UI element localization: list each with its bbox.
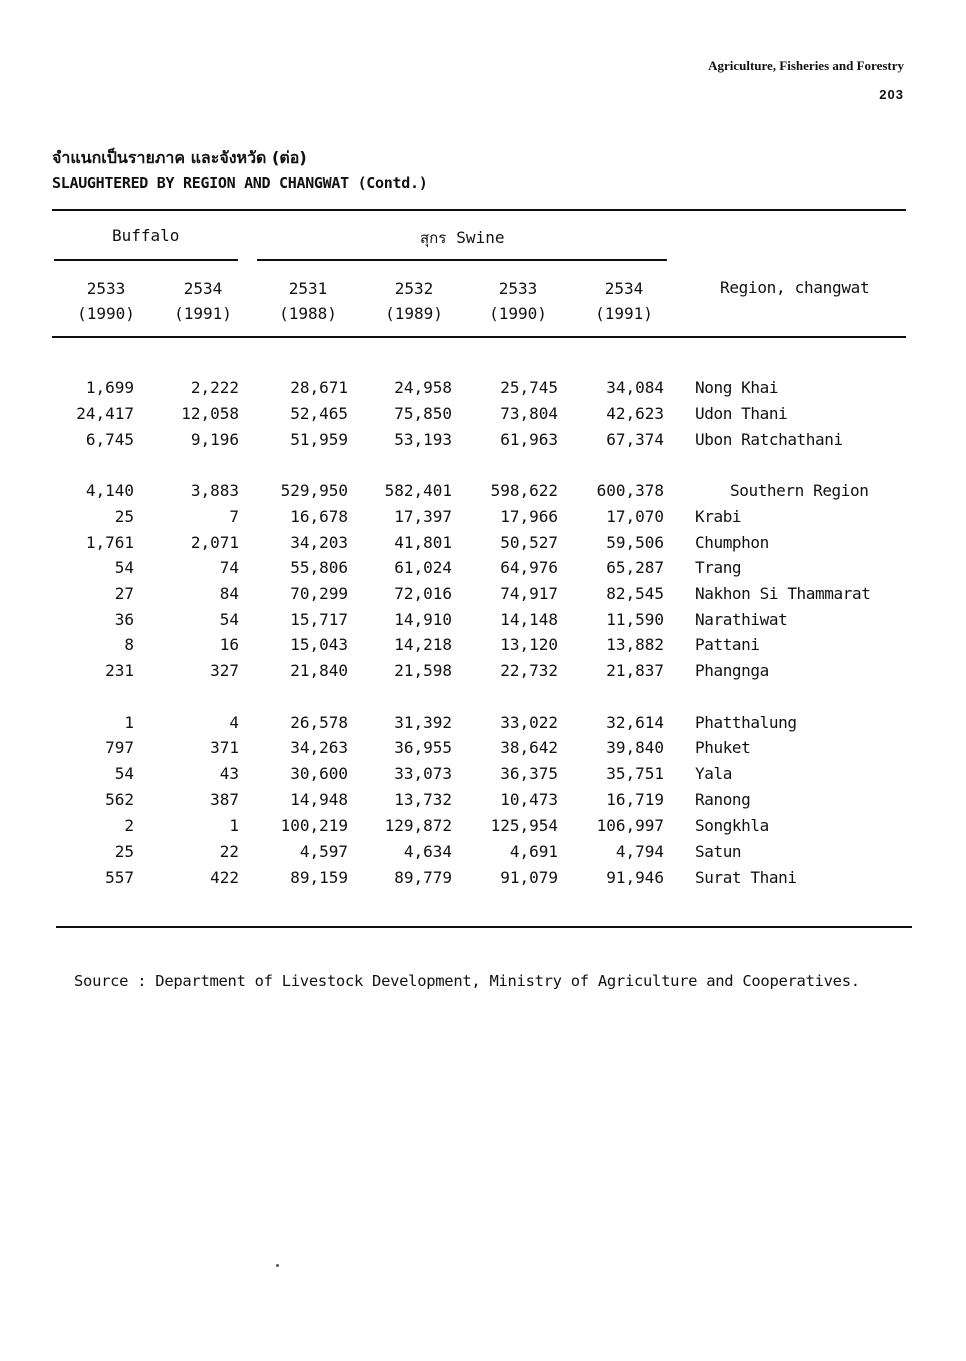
table-cell: 17,397 [394, 507, 452, 526]
column-year: 2533 [86, 279, 126, 298]
table-cell: 529,950 [280, 481, 348, 500]
region-name-cell: Ubon Ratchathani [695, 430, 843, 449]
table-cell: 231 [105, 661, 134, 680]
table-row [0, 430, 966, 455]
column-year: 2534 [183, 279, 223, 298]
swine-group-rule [257, 259, 667, 261]
table-row [0, 842, 966, 867]
table-cell: 13,732 [394, 790, 452, 809]
table-cell: 11,590 [606, 610, 664, 629]
table-cell: 50,527 [500, 533, 558, 552]
table-cell: 1,699 [85, 378, 134, 397]
buffalo-group-rule [54, 259, 238, 261]
table-cell: 16,678 [290, 507, 348, 526]
table-cell: 797 [105, 738, 134, 757]
table-cell: 25 [114, 842, 134, 861]
table-title-thai: จำแนกเป็นรายภาค และจังหวัด (ต่อ) [52, 148, 307, 167]
region-name-cell: Udon Thani [695, 404, 788, 423]
table-cell: 36,955 [394, 738, 452, 757]
table-cell: 106,997 [596, 816, 664, 835]
table-cell: 1,761 [85, 533, 134, 552]
table-cell: 371 [210, 738, 239, 757]
table-cell: 1 [229, 816, 239, 835]
table-cell: 8 [124, 635, 134, 654]
table-cell: 327 [210, 661, 239, 680]
table-cell: 557 [105, 868, 134, 887]
table-cell: 25,745 [500, 378, 558, 397]
table-row [0, 507, 966, 532]
table-cell: 4,634 [403, 842, 452, 861]
region-name-cell: Krabi [695, 507, 742, 526]
region-name-cell: Satun [695, 842, 742, 861]
table-cell: 32,614 [606, 713, 664, 732]
table-cell: 26,578 [290, 713, 348, 732]
column-header [574, 276, 674, 326]
table-cell: 51,959 [290, 430, 348, 449]
table-row [0, 584, 966, 609]
table-cell: 53,193 [394, 430, 452, 449]
table-cell: 3,883 [190, 481, 239, 500]
table-cell: 15,043 [290, 635, 348, 654]
table-cell: 75,850 [394, 404, 452, 423]
table-row [0, 713, 966, 738]
table-cell: 12,058 [181, 404, 239, 423]
scan-speck [276, 1264, 279, 1267]
table-cell: 30,600 [290, 764, 348, 783]
table-row [0, 868, 966, 893]
table-cell: 16 [219, 635, 239, 654]
column-year: 2531 [288, 279, 328, 298]
table-cell: 13,120 [500, 635, 558, 654]
table-cell: 38,642 [500, 738, 558, 757]
group-label-swine-english: Swine [456, 228, 505, 247]
column-year-ad: (1990) [489, 304, 547, 323]
running-head: Agriculture, Fisheries and Forestry [708, 58, 904, 73]
table-cell: 82,545 [606, 584, 664, 603]
region-name-cell: Ranong [695, 790, 751, 809]
header-bottom-rule [52, 336, 906, 338]
table-cell: 59,506 [606, 533, 664, 552]
region-name-cell: Nakhon Si Thammarat [695, 584, 871, 603]
table-cell: 33,022 [500, 713, 558, 732]
table-cell: 24,417 [76, 404, 134, 423]
table-cell: 125,954 [490, 816, 558, 835]
table-cell: 13,882 [606, 635, 664, 654]
table-cell: 14,910 [394, 610, 452, 629]
table-cell: 64,976 [500, 558, 558, 577]
table-cell: 562 [105, 790, 134, 809]
region-column-header: Region, changwat [720, 278, 870, 297]
column-header [364, 276, 464, 326]
table-row [0, 404, 966, 429]
table-cell: 39,840 [606, 738, 664, 757]
column-year-ad: (1991) [174, 304, 232, 323]
table-cell: 43 [219, 764, 239, 783]
region-name-cell: Phatthalung [695, 713, 797, 732]
column-header [56, 276, 156, 326]
table-row [0, 378, 966, 403]
table-row [0, 635, 966, 660]
table-cell: 129,872 [384, 816, 452, 835]
table-cell: 10,473 [500, 790, 558, 809]
column-year: 2534 [604, 279, 644, 298]
table-cell: 100,219 [280, 816, 348, 835]
table-cell: 35,751 [606, 764, 664, 783]
table-cell: 582,401 [384, 481, 452, 500]
table-cell: 1 [124, 713, 134, 732]
table-cell: 67,374 [606, 430, 664, 449]
table-cell: 4,691 [509, 842, 558, 861]
table-cell: 14,148 [500, 610, 558, 629]
table-cell: 34,263 [290, 738, 348, 757]
table-cell: 600,378 [596, 481, 664, 500]
column-year-ad: (1988) [279, 304, 337, 323]
table-cell: 2,222 [190, 378, 239, 397]
column-year: 2533 [498, 279, 538, 298]
table-cell: 89,779 [394, 868, 452, 887]
column-header [258, 276, 358, 326]
table-row [0, 738, 966, 763]
table-cell: 2 [124, 816, 134, 835]
region-name-cell: Surat Thani [695, 868, 797, 887]
table-cell: 598,622 [490, 481, 558, 500]
region-name-cell: Songkhla [695, 816, 769, 835]
table-cell: 70,299 [290, 584, 348, 603]
table-cell: 89,159 [290, 868, 348, 887]
table-cell: 31,392 [394, 713, 452, 732]
table-cell: 55,806 [290, 558, 348, 577]
table-cell: 74 [219, 558, 239, 577]
table-top-rule [52, 209, 906, 211]
table-cell: 84 [219, 584, 239, 603]
table-row [0, 661, 966, 686]
region-name-cell: Nong Khai [695, 378, 779, 397]
region-name-cell: Narathiwat [695, 610, 788, 629]
table-cell: 52,465 [290, 404, 348, 423]
region-name-cell: Phangnga [695, 661, 769, 680]
column-year-ad: (1991) [595, 304, 653, 323]
table-row [0, 816, 966, 841]
group-label-swine-thai: สุกร [420, 229, 447, 247]
table-cell: 15,717 [290, 610, 348, 629]
table-cell: 61,024 [394, 558, 452, 577]
table-cell: 73,804 [500, 404, 558, 423]
table-cell: 22,732 [500, 661, 558, 680]
table-cell: 6,745 [85, 430, 134, 449]
table-cell: 54 [219, 610, 239, 629]
table-title-english: SLAUGHTERED BY REGION AND CHANGWAT (Contd.) [52, 174, 428, 192]
table-cell: 17,966 [500, 507, 558, 526]
column-header [153, 276, 253, 326]
table-cell: 24,958 [394, 378, 452, 397]
region-name-cell: Yala [695, 764, 732, 783]
table-cell: 9,196 [190, 430, 239, 449]
column-year-ad: (1989) [385, 304, 443, 323]
column-year: 2532 [394, 279, 434, 298]
table-cell: 65,287 [606, 558, 664, 577]
table-cell: 91,946 [606, 868, 664, 887]
table-cell: 387 [210, 790, 239, 809]
table-cell: 22 [219, 842, 239, 861]
column-header [468, 276, 568, 326]
table-cell: 34,084 [606, 378, 664, 397]
column-year-ad: (1990) [77, 304, 135, 323]
table-cell: 4,140 [85, 481, 134, 500]
region-name-cell: Chumphon [695, 533, 769, 552]
table-cell: 17,070 [606, 507, 664, 526]
table-cell: 33,073 [394, 764, 452, 783]
table-cell: 21,837 [606, 661, 664, 680]
region-name-cell: Trang [695, 558, 742, 577]
table-cell: 16,719 [606, 790, 664, 809]
table-cell: 36,375 [500, 764, 558, 783]
table-cell: 61,963 [500, 430, 558, 449]
table-row [0, 610, 966, 635]
table-cell: 34,203 [290, 533, 348, 552]
table-row [0, 764, 966, 789]
table-cell: 21,840 [290, 661, 348, 680]
table-cell: 14,948 [290, 790, 348, 809]
page-number: 203 [879, 87, 904, 102]
region-name-cell: Southern Region [730, 481, 869, 500]
table-cell: 41,801 [394, 533, 452, 552]
table-cell: 422 [210, 868, 239, 887]
table-cell: 74,917 [500, 584, 558, 603]
table-row [0, 533, 966, 558]
table-bottom-rule [56, 926, 912, 928]
table-cell: 54 [114, 558, 134, 577]
table-cell: 2,071 [190, 533, 239, 552]
table-cell: 36 [114, 610, 134, 629]
table-row [0, 790, 966, 815]
table-cell: 42,623 [606, 404, 664, 423]
table-cell: 4,597 [299, 842, 348, 861]
table-cell: 4,794 [615, 842, 664, 861]
group-label-swine [420, 226, 504, 250]
group-label-buffalo: Buffalo [112, 226, 180, 245]
table-cell: 21,598 [394, 661, 452, 680]
table-cell: 72,016 [394, 584, 452, 603]
table-row [0, 558, 966, 583]
source-note: Source : Department of Livestock Development, Ministry of Agriculture and Cooperatives. [74, 972, 860, 990]
region-name-cell: Phuket [695, 738, 751, 757]
table-cell: 54 [114, 764, 134, 783]
region-name-cell: Pattani [695, 635, 760, 654]
table-cell: 28,671 [290, 378, 348, 397]
table-cell: 25 [114, 507, 134, 526]
table-cell: 27 [114, 584, 134, 603]
table-cell: 91,079 [500, 868, 558, 887]
table-row [0, 481, 966, 506]
table-cell: 14,218 [394, 635, 452, 654]
table-cell: 4 [229, 713, 239, 732]
table-cell: 7 [229, 507, 239, 526]
